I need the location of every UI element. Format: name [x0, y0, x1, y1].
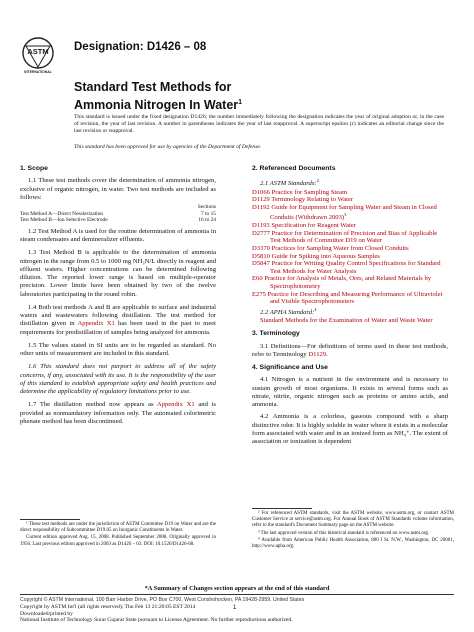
significance-heading: 4. Significance and Use [252, 364, 328, 372]
reference-code[interactable]: D1193 [252, 222, 270, 230]
reference-item[interactable] [252, 222, 448, 230]
method-a-label: Test Method A—Direct Nesslerization [20, 210, 104, 217]
reference-text[interactable] [252, 260, 448, 275]
reference-item[interactable] [252, 291, 448, 306]
logo-sub: INTERNATIONAL [24, 70, 52, 74]
para-1-4 [20, 304, 216, 337]
method-b-label: Test Method B—Ion Selective Electrode [20, 217, 108, 224]
para-1-2: 1.2 Test Method A is used for the routine determination of ammonia in steam condensates and demineralizer effluents. [20, 227, 216, 244]
download-line-3: National Institute of Technology Surat Gujarat State pursuant to License Agreement. No further reproductions authorized. [20, 617, 293, 624]
right-column [252, 165, 448, 446]
issuance-note: This standard is issued under the fixed designation D1426; the number immediately following the designation indicates the year of original adoption or, in the case of revision, the year of last revision. A number in parentheses indicates the year of last reapproval. A superscript epsilon (ε) indicates an editorial change since the last revision or reapproval. [74, 114, 444, 135]
sections-header: Sections [197, 204, 216, 210]
designation: Designation: D1426 – 08 [74, 41, 207, 53]
para-4-2: 4.2 Ammonia is a colorless, gaseous compound with a sharp distinctive odor. It is highly soluble in water where it exists in a molecular form associated with water and in an ionized form as NH₄⁺. The extent of association or ionization is dependent [252, 413, 448, 446]
reference-title[interactable]: Practice for Sampling Steam [271, 188, 348, 196]
footnotes-left [20, 522, 216, 548]
reference-item[interactable] [252, 204, 448, 222]
para-1-4-text-b: has been used in the past to meet requirements for predistillation of samples being analyzed for ammonia. [20, 320, 216, 336]
title-line2: Ammonia Nitrogen In Water [74, 98, 239, 113]
reference-item[interactable] [252, 230, 448, 245]
method-b-sections: 16 to 24 [198, 217, 216, 224]
footnote-1: ¹ These test methods are under the jurisdiction of ASTM Committee D19 on Water and are the direct responsibility of Subcommittee D19.05 on Inorganic Constituents in Water. [20, 522, 216, 534]
footnote-2: ² For referenced ASTM standards, visit the ASTM website, www.astm.org, or contact ASTM Customer Service at service@astm.org. For Annual Book of ASTM Standards volume information, refer to the standard's Document Summary page on the ASTM website. [252, 511, 454, 529]
method-a-row [20, 211, 216, 218]
reference-text[interactable] [252, 245, 409, 253]
para-3-1-text-b: . [326, 350, 328, 358]
para-1-4-text-a: 1.4 Both test methods A and B are applicable to surface and industrial waters and wastewaters following distillation. The test method for distillation given in [20, 303, 216, 328]
referenced-docs-heading: 2. Referenced Documents [252, 165, 336, 172]
para-1-7 [20, 401, 216, 426]
copyright-line: Copyright © ASTM International, 100 Barr Harbor Drive, PO Box C700, West Conshohocken, PA 19428-2959. United States [20, 597, 305, 603]
para-1-7-text-b: and is provided as nonmandatory information only. The automated colorimetric phenate method has been discontinued. [20, 401, 216, 425]
reference-title[interactable]: Practice for Analysis of Metals, Ores, and Related Materials by Spectrophotometry [264, 275, 432, 290]
astm-standards-label [252, 177, 448, 188]
method-b-row [20, 217, 216, 224]
reference-title[interactable]: Terminology Relating to Water [271, 196, 354, 204]
reference-item[interactable] [252, 196, 448, 204]
astm-logo-icon [18, 34, 58, 74]
reference-item[interactable] [252, 245, 448, 253]
method-a-sections: 7 to 15 [201, 210, 216, 217]
bottom-rule [20, 594, 454, 595]
appendix-x1-link-2[interactable]: Appendix X1 [156, 401, 195, 409]
astm-standards-sup: 2 [316, 178, 319, 184]
apha-standard-text: 2.2 APHA Standard: [260, 308, 315, 316]
download-line-1: Copyright by ASTM Int'l (all rights reserved); Thu Feb 13 21:20:05 EST 2014 [20, 604, 196, 610]
reference-text[interactable] [252, 230, 448, 245]
reference-item[interactable] [252, 189, 448, 197]
reference-code[interactable]: D1066 [252, 188, 270, 196]
reference-code[interactable]: D5847 [252, 260, 270, 268]
reference-title[interactable]: Practice for Determination of Precision and Bias of Applicable Test Methods of Committee D19 on Water [270, 229, 438, 245]
reference-code[interactable]: D2777 [252, 229, 270, 237]
reference-item[interactable] [252, 275, 448, 290]
para-1-5: 1.5 The values stated in SI units are to be regarded as standard. No other units of measurement are included in this standard. [20, 341, 216, 358]
apha-standard-title[interactable]: Standard Methods for the Examination of Water and Waste Water [260, 317, 433, 325]
reference-text[interactable] [252, 204, 448, 222]
reference-code[interactable]: E275 [252, 290, 266, 298]
reference-item[interactable] [252, 253, 448, 261]
reference-code[interactable]: D5810 [252, 252, 270, 260]
reference-text[interactable] [252, 189, 347, 197]
reference-item[interactable] [252, 260, 448, 275]
left-column [20, 165, 216, 426]
reference-sup: 3 [344, 212, 347, 218]
para-1-1: 1.1 These test methods cover the determination of ammonia nitrogen, exclusive of organic nitrogen, in water. Two test methods are included as follows: [20, 177, 216, 201]
para-3-1-text-a: 3.1 Definitions—For definitions of terms used in these test methods, refer to Terminology [252, 342, 448, 358]
download-line-2: Downloaded/printed by [20, 610, 73, 617]
reference-code[interactable]: D1129 [252, 196, 270, 204]
astm-standards-text: 2.1 ASTM Standards: [260, 180, 317, 188]
terminology-heading: 3. Terminology [252, 330, 300, 338]
title-footnote-mark: 1 [238, 99, 243, 106]
footnotes-right [252, 511, 454, 550]
reference-title[interactable]: Specification for Reagent Water [271, 222, 356, 230]
para-1-7-text-a: 1.7 The distillation method now appears as [28, 401, 157, 409]
footnote-3: ³ The last approved version of this historical standard is referenced on www.astm.org. [258, 530, 430, 536]
reference-title[interactable]: Practice for Describing and Measuring Performance of Ultraviolet and Visible Spectrophotometers [267, 290, 443, 306]
reference-text[interactable] [252, 275, 448, 290]
reference-title[interactable]: Guide for Equipment for Sampling Water and Steam in Closed Conduits (Withdrawn 2003) [270, 203, 437, 222]
para-4-1: 4.1 Nitrogen is a nutrient in the environment and is necessary to sustain growth of most organisms. It exists in several forms such as nitrate, nitrite, organic nitrogen such as proteins or amino acids, and ammonia. [252, 376, 448, 409]
d1129-link[interactable]: D1129 [308, 350, 327, 358]
reference-code[interactable]: D1192 [252, 203, 270, 211]
logo-letters: ASTM [27, 47, 49, 56]
title-line1: Standard Test Methods for [74, 80, 232, 94]
download-notice [20, 604, 293, 624]
document-title [74, 80, 242, 113]
reference-text[interactable] [252, 253, 380, 261]
para-1-3: 1.3 Test Method B is applicable to the determination of ammonia nitrogen in the range from 0.5 to 1000 mg NH₃N/L directly in reagent and effluent waters. Higher concentrations can be determined following dilution. The reported lower range is based on multiple-operator precision. Lower limits have been obtained by two of the twelve laboratories participating in the round robin. [20, 249, 216, 298]
summary-of-changes-note: *A Summary of Changes section appears at the end of this standard [144, 585, 330, 592]
reference-text[interactable] [252, 196, 353, 204]
reference-code[interactable]: D3370 [252, 245, 270, 253]
footnote-1-edition: Current edition approved Aug. 15, 2008. Published September 2008. Originally approved in 1956. Last previous edition approved in 2003 as D1426 – 03. DOI: 10.1520/D1426-08. [20, 535, 216, 547]
scope-heading: 1. Scope [20, 165, 48, 172]
footnote-4: ⁴ Available from American Public Health Association, 800 I St. N.W., Washington, DC 20001, http://www.apha.org. [252, 537, 454, 550]
dod-approval-note: This standard has been approved for use by agencies of the Department of Defense. [74, 144, 262, 150]
para-3-1 [252, 343, 448, 360]
footnote-rule-left [20, 519, 80, 520]
reference-text[interactable] [252, 291, 448, 306]
reference-code[interactable]: E60 [252, 275, 263, 283]
reference-list [252, 189, 448, 306]
para-1-6: 1.6 This standard does not purport to address all of the safety concerns, if any, associated with its use. It is the responsibility of the user of this standard to establish appropriate safety and health practices and determine the applicability of regulatory limitations prior to use. [20, 363, 216, 396]
reference-text[interactable] [252, 222, 356, 230]
apha-standard-label [252, 306, 448, 317]
footnote-rule-right [252, 508, 312, 509]
reference-title[interactable]: Guide for Spiking into Aqueous Samples [271, 252, 380, 260]
apha-standard-sup: 4 [314, 306, 317, 312]
reference-title[interactable]: Practices for Sampling Water from Closed Conduits [271, 245, 409, 253]
reference-title[interactable]: Practice for Writing Quality Control Specifications for Standard Test Methods for Water Analysis [270, 260, 441, 275]
methods-table [20, 204, 216, 224]
appendix-x1-link[interactable]: Appendix X1 [77, 320, 115, 328]
page-number: 1 [233, 605, 237, 611]
